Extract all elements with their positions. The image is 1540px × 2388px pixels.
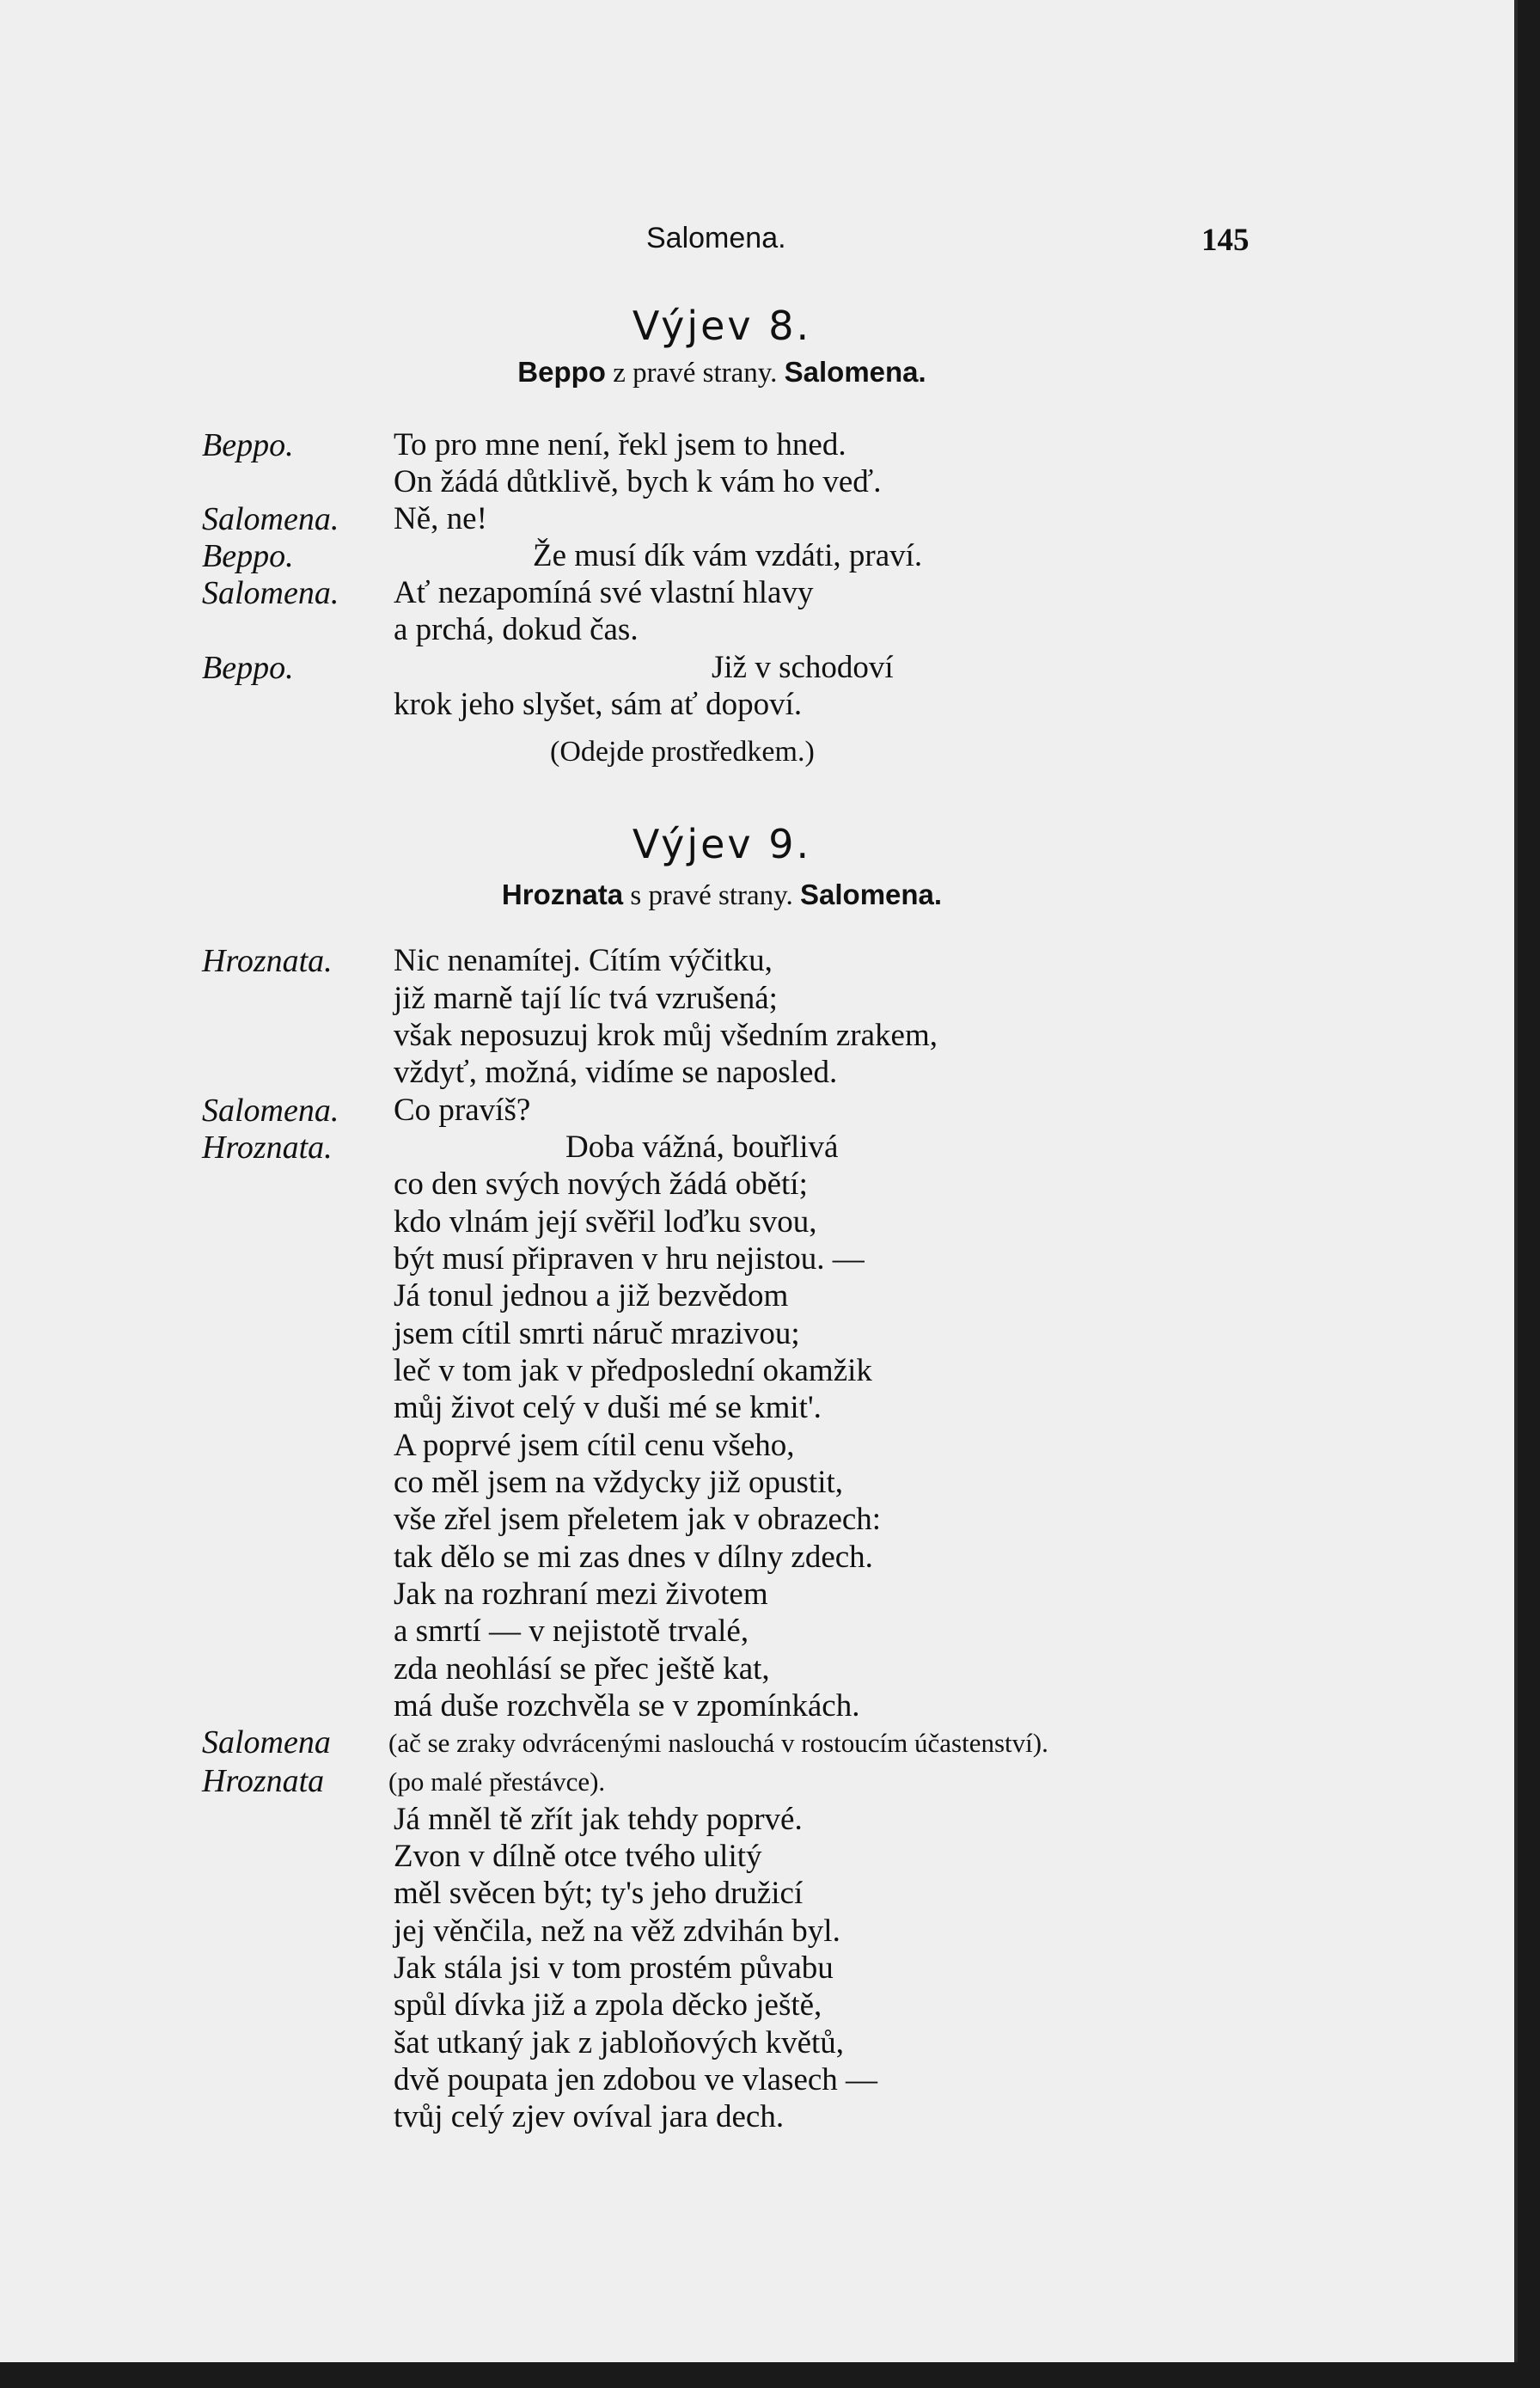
entrance-name: Salomena. [800, 879, 943, 910]
entrance-text: z pravé strany. [605, 358, 785, 389]
speaker-name: Hroznata. [202, 943, 333, 979]
verse-line: šat utkaný jak z jabloňových květů, [394, 2025, 845, 2060]
verse-line: leč v tom jak v předposlední okamžik [394, 1353, 872, 1388]
entrance-name: Hroznata [501, 879, 624, 910]
verse-line: Ně, ne! [394, 501, 487, 536]
entrance-name: Beppo [517, 356, 606, 388]
speaker-name: Salomena. [202, 575, 339, 611]
verse-line: jsem cítil smrti náruč mrazivou; [394, 1316, 800, 1351]
verse-line: Já mněl tě zřít jak tehdy poprvé. [394, 1802, 803, 1837]
scene-8-entrance [0, 356, 1444, 389]
verse-line: Jak stála jsi v tom prostém půvabu [394, 1950, 834, 1986]
speaker-name: Beppo. [202, 538, 294, 574]
verse-line: co měl jsem na vždycky již opustit, [394, 1465, 844, 1500]
stage-direction: (ač se zraky odvrácenými naslouchá v rostoucím účastenství). [388, 1728, 1048, 1758]
verse-line: Jak na rozhraní mezi životem [394, 1577, 768, 1612]
verse-line: Nic nenamítej. Cítím výčitku, [394, 943, 773, 978]
verse-line: Doba vážná, bouřlivá [565, 1130, 839, 1165]
verse-line: Já tonul jednou a již bezvědom [394, 1278, 789, 1313]
verse-line: Již v schodoví [712, 650, 894, 685]
verse-line: a prchá, dokud čas. [394, 612, 639, 647]
scene-9-title: Výjev 9. [632, 821, 812, 867]
verse-line: tvůj celý zjev ovíval jara dech. [394, 2099, 785, 2134]
verse-line: měl svěcen být; ty's jeho družicí [394, 1876, 804, 1911]
verse-line: jej věnčila, než na věž zdvihán byl. [394, 1913, 840, 1949]
verse-line: Že musí dík vám vzdáti, praví. [533, 538, 923, 573]
speaker-name: Salomena. [202, 1093, 339, 1129]
entrance-name: Salomena. [784, 356, 926, 388]
verse-line: Zvon v dílně otce tvého ulitý [394, 1839, 762, 1874]
running-title: Salomena. [646, 222, 786, 254]
verse-line: již marně tají líc tvá vzrušená; [394, 981, 778, 1016]
verse-line: kdo vlnám její svěřil loďku svou, [394, 1204, 817, 1240]
stage-direction: (Odejde prostředkem.) [550, 736, 815, 768]
verse-line: To pro mne není, řekl jsem to hned. [394, 427, 846, 462]
verse-line: Co pravíš? [394, 1093, 531, 1128]
verse-line: být musí připraven v hru nejistou. — [394, 1241, 865, 1277]
verse-line: zda neohlásí se přec ještě kat, [394, 1651, 770, 1687]
stage-direction: (po malé přestávce). [388, 1767, 606, 1797]
verse-line: tak dělo se mi zas dnes v dílny zdech. [394, 1540, 873, 1575]
speaker-name: Salomena [202, 1724, 331, 1760]
page-header [0, 222, 1514, 265]
verse-line: vše zřel jsem přeletem jak v obrazech: [394, 1502, 882, 1537]
verse-line: dvě poupata jen zdobou ve vlasech — [394, 2062, 878, 2097]
verse-line: Ať nezapomíná své vlastní hlavy [394, 575, 814, 610]
verse-line: a smrtí — v nejistotě trvalé, [394, 1613, 749, 1649]
verse-line: má duše rozchvěla se v zpomínkách. [394, 1688, 860, 1724]
speaker-name: Hroznata. [202, 1130, 333, 1166]
speaker-name: Salomena. [202, 501, 339, 537]
speaker-name: Beppo. [202, 650, 294, 686]
verse-line: A poprvé jsem cítil cenu všeho, [394, 1428, 795, 1463]
verse-line: spůl dívka již a zpola děcko ještě, [394, 1987, 822, 2023]
verse-line: vždyť, možná, vidíme se naposled. [394, 1055, 838, 1090]
page-number: 145 [1201, 223, 1250, 258]
entrance-text: s pravé strany. [623, 880, 800, 911]
scene-9-entrance [0, 879, 1444, 912]
verse-line: co den svých nových žádá obětí; [394, 1166, 808, 1202]
verse-line: však neposuzuj krok můj všedním zrakem, [394, 1018, 938, 1053]
verse-line: On žádá důtklivě, bych k vám ho veď. [394, 464, 882, 499]
speaker-name: Beppo. [202, 427, 294, 463]
speaker-name: Hroznata [202, 1763, 325, 1799]
verse-line: krok jeho slyšet, sám ať dopoví. [394, 687, 803, 722]
scene-8-title: Výjev 8. [632, 303, 812, 349]
verse-line: můj život celý v duši mé se kmit'. [394, 1390, 822, 1425]
